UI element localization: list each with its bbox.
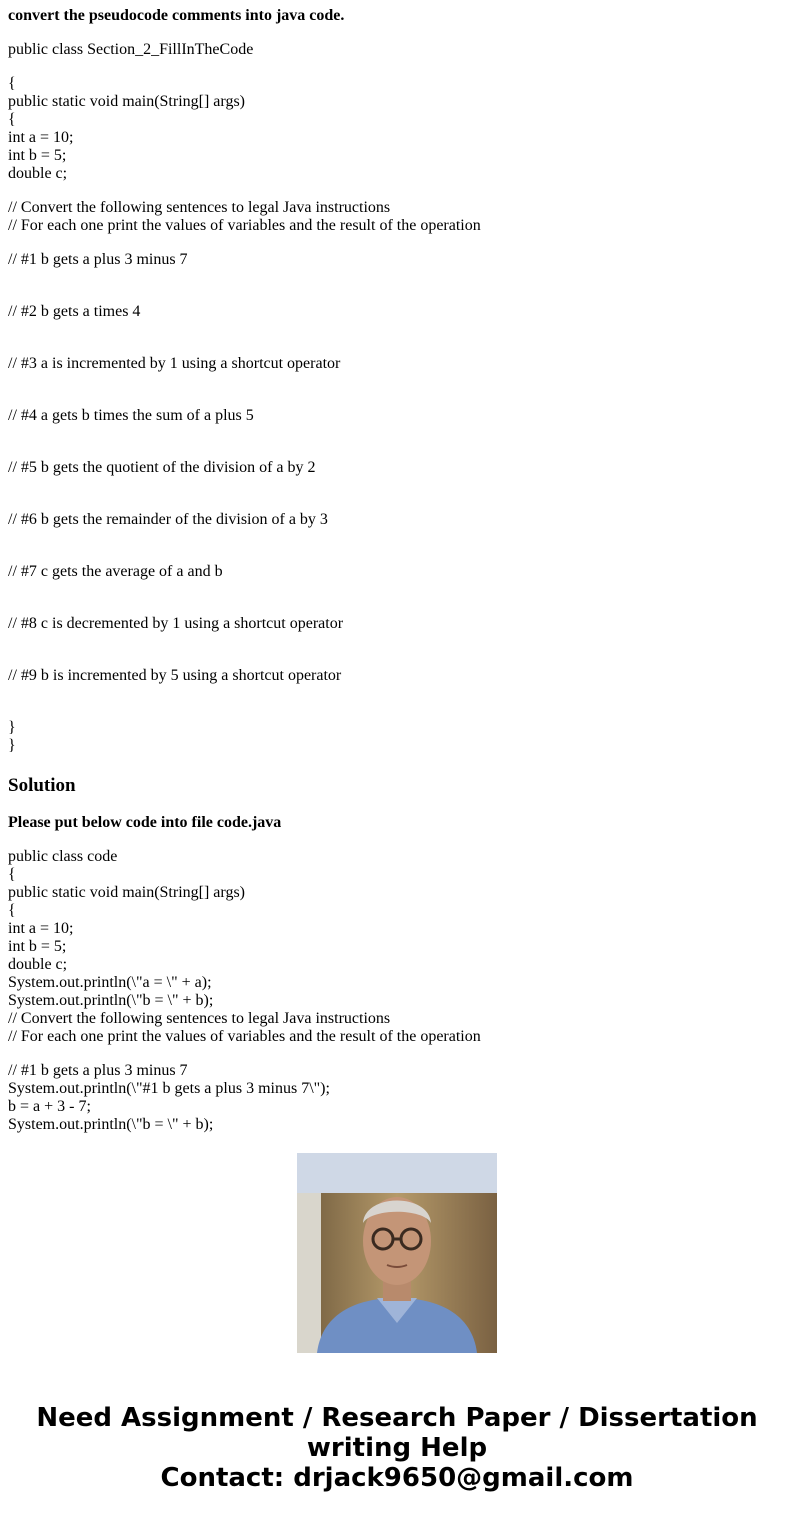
solution-instruction: Please put below code into file code.java [8, 814, 282, 831]
class-close-brace: } [8, 737, 16, 754]
step-comment: // #6 b gets the remainder of the division of a by 3 [8, 511, 328, 528]
code-line: System.out.println(\"b = \" + b); [8, 992, 214, 1009]
class-declaration: public class Section_2_FillInTheCode [8, 41, 254, 58]
code-line: // For each one print the values of variables and the result of the operation [8, 1028, 481, 1045]
decl-a: int a = 10; [8, 129, 74, 146]
solution-answer [8, 812, 788, 1133]
step-comment: // #9 b is incremented by 5 using a shortcut operator [8, 667, 342, 684]
step-comment: // #5 b gets the quotient of the division of a by 2 [8, 459, 316, 476]
step-comment: // #3 a is incremented by 1 using a shortcut operator [8, 355, 341, 372]
promo-contact: Contact: drjack9650@gmail.com [160, 1463, 634, 1493]
author-portrait-icon [297, 1153, 497, 1353]
step-comment: // #7 c gets the average of a and b [8, 563, 223, 580]
step-comment: // #1 b gets a plus 3 minus 7 [8, 251, 188, 268]
code-line: // #1 b gets a plus 3 minus 7 [8, 1062, 188, 1079]
code-line: { [8, 866, 16, 883]
code-line: b = a + 3 - 7; [8, 1098, 91, 1115]
promo-line: writing Help [306, 1433, 488, 1463]
author-avatar [297, 1153, 497, 1353]
decl-b: int b = 5; [8, 147, 67, 164]
solution-code [8, 848, 481, 1134]
step-comment: // #8 c is decremented by 1 using a shortcut operator [8, 615, 344, 632]
code-line: public static void main(String[] args) [8, 884, 245, 901]
code-line: System.out.println(\"b = \" + b); [8, 1116, 214, 1133]
question-title: convert the pseudocode comments into java code. [8, 7, 345, 24]
instruction-comment-2: // For each one print the values of variables and the result of the operation [8, 217, 481, 234]
promo-banner [0, 1403, 794, 1493]
code-line: { [8, 902, 16, 919]
instruction-comment-1: // Convert the following sentences to legal Java instructions [8, 199, 391, 216]
code-line: System.out.println(\"a = \" + a); [8, 974, 212, 991]
code-line: public class code [8, 848, 118, 865]
code-line: double c; [8, 956, 68, 973]
decl-c: double c; [8, 165, 68, 182]
code-line: // Convert the following sentences to legal Java instructions [8, 1010, 391, 1027]
code-line: int a = 10; [8, 920, 74, 937]
code-line: System.out.println(\"#1 b gets a plus 3 minus 7\"); [8, 1080, 330, 1097]
step-comment: // #2 b gets a times 4 [8, 303, 141, 320]
solution-heading: Solution [8, 775, 76, 796]
main-signature: public static void main(String[] args) [8, 93, 245, 110]
main-open-brace: { [8, 111, 16, 128]
step-comment: // #4 a gets b times the sum of a plus 5 [8, 407, 254, 424]
promo-line: Need Assignment / Research Paper / Dissertation [36, 1403, 758, 1433]
main-close-brace: } [8, 719, 16, 736]
code-line: int b = 5; [8, 938, 67, 955]
class-open-brace: { [8, 75, 16, 92]
